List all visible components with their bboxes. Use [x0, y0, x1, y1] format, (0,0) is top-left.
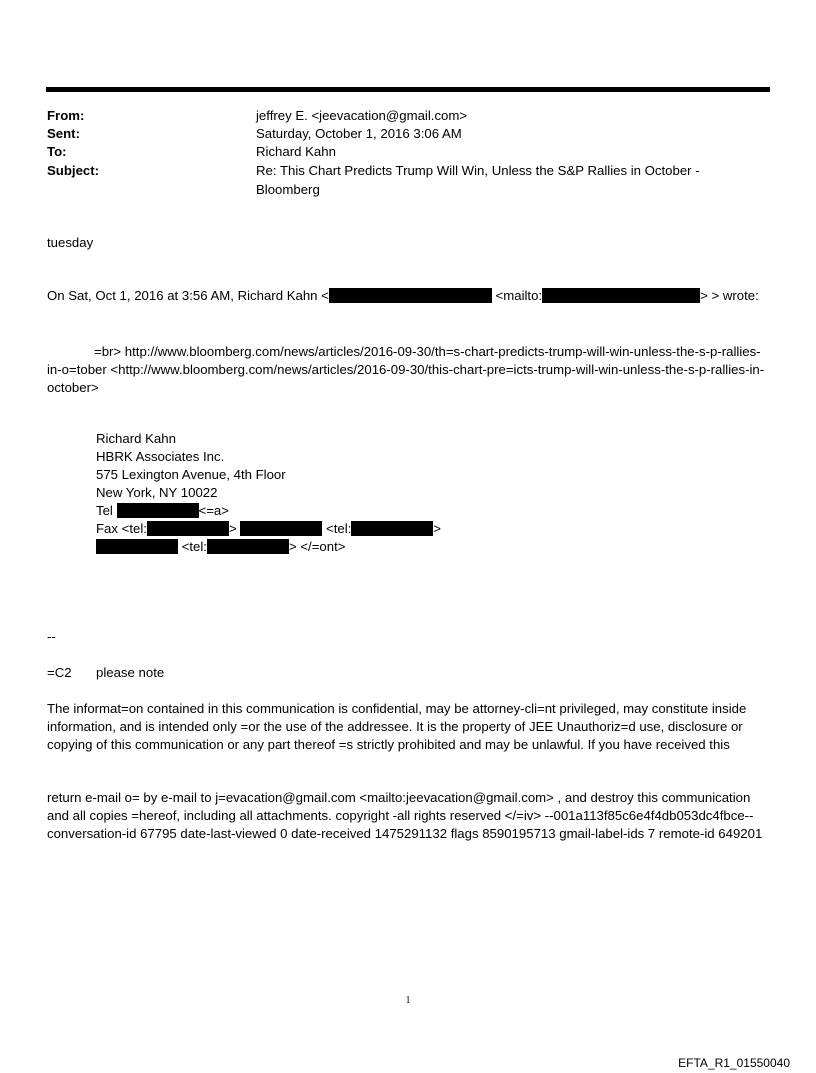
sig-fax [96, 520, 441, 538]
page-number: 1 [405, 995, 411, 1006]
sig-tel-suffix: <=a> [198, 503, 229, 518]
sig-fax-c: <tel: [326, 521, 352, 536]
sent-value: Saturday, October 1, 2016 3:06 AM [256, 126, 462, 141]
redaction-block [351, 521, 433, 536]
note-code: =C2 [47, 665, 72, 680]
from-label: From: [47, 108, 85, 123]
redaction-block [329, 288, 492, 303]
to-label: To: [47, 144, 67, 159]
redaction-block [117, 503, 199, 518]
note-text: please note [96, 665, 165, 680]
link-paragraph: =br> http://www.bloomberg.com/news/articles/2016-09-30/th=s-chart-predicts-trump-will-win-unless-the-s-p-rallies-in-o=tober <http://www.bloomberg.com/news/articles/2016-09-30/this-chart-pre=icts-trump-will-win-unless-the-s-p-rallies-in-october> [47, 344, 765, 396]
sig-fax-d: > [433, 521, 441, 536]
quote-intro [47, 287, 759, 305]
redaction-block [96, 539, 178, 554]
disclaimer-paragraph: The informat=on contained in this communication is confidential, may be attorney-cli=nt privileged, may constitute inside information, and is intended only =or the use of the addressee. It is the property of JEE Unauthoriz=d use, disclosure or copying of this communication or any part thereof =s strictly prohibited and may be unlawful. If you have received this [47, 701, 747, 753]
sig-city: New York, NY 10022 [96, 485, 218, 500]
subject-label: Subject: [47, 163, 100, 178]
quote-intro-b: <mailto: [495, 288, 543, 303]
reply-text: tuesday [47, 235, 94, 250]
sent-label: Sent: [47, 126, 80, 141]
separator-text: -- [47, 629, 56, 644]
sig-tel [96, 502, 229, 520]
sig-last-b: > </=ont> [288, 539, 346, 554]
quote-intro-a: On Sat, Oct 1, 2016 at 3:56 AM, Richard Kahn < [47, 288, 329, 303]
redaction-block [542, 288, 700, 303]
closing-paragraph: return e-mail o= by e-mail to j=evacation@gmail.com <mailto:jeevacation@gmail.com> , and destroy this communication and all copies =hereof, including all attachments. copyright -all rights reserved </=iv> --001a113f85c6e4f4db053dc4fbce-- conversation-id 67795 date-last-viewed 0 date-received 1475291132 flags 8590195713 gmail-label-ids 7 remote-id 649201 [47, 790, 763, 842]
document-id: EFTA_R1_01550040 [678, 1056, 790, 1070]
sig-last [96, 538, 345, 556]
header-rule [46, 87, 770, 92]
quote-intro-c: > > wrote: [700, 288, 759, 303]
sig-name: Richard Kahn [96, 431, 176, 446]
sig-address: 575 Lexington Avenue, 4th Floor [96, 467, 286, 482]
to-value: Richard Kahn [256, 144, 336, 159]
from-value: jeffrey E. <jeevacation@gmail.com> [256, 108, 468, 123]
sig-fax-a: Fax <tel: [96, 521, 147, 536]
sig-last-a: <tel: [181, 539, 207, 554]
sig-company: HBRK Associates Inc. [96, 449, 225, 464]
redaction-block [240, 521, 322, 536]
sig-fax-b: > [228, 521, 237, 536]
sig-tel-label: Tel [96, 503, 113, 518]
redaction-block [207, 539, 289, 554]
subject-value: Re: This Chart Predicts Trump Will Win, Unless the S&P Rallies in October - Bloomberg [256, 163, 700, 197]
redaction-block [147, 521, 229, 536]
